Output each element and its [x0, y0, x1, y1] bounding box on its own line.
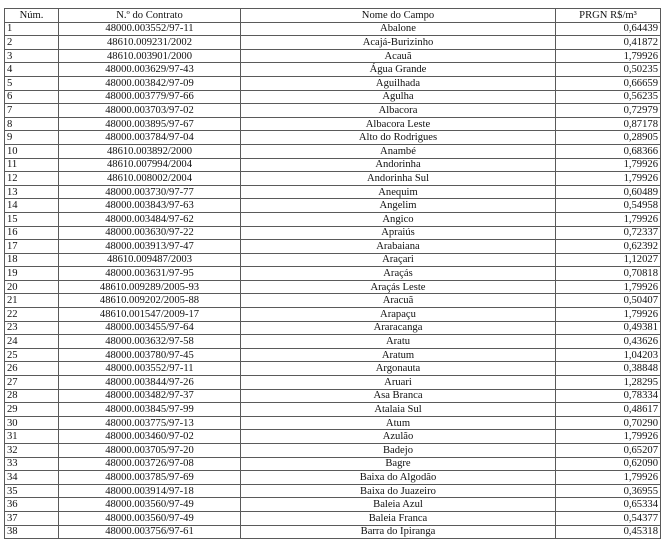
table-row: [5, 185, 661, 199]
cell-contrato: 48000.003785/97-69: [59, 471, 241, 485]
table-row: [5, 49, 661, 63]
cell-contrato: 48000.003843/97-63: [59, 199, 241, 213]
prgn-table: [4, 8, 661, 539]
cell-prgn: 0,28905: [556, 131, 661, 145]
cell-num: 32: [5, 444, 59, 458]
cell-num: 34: [5, 471, 59, 485]
cell-campo: Albacora: [241, 104, 556, 118]
cell-contrato: 48610.003892/2000: [59, 144, 241, 158]
cell-num: 31: [5, 430, 59, 444]
table-row: [5, 253, 661, 267]
cell-num: 4: [5, 63, 59, 77]
table-row: [5, 172, 661, 186]
table-body: [5, 22, 661, 539]
cell-prgn: 0,64439: [556, 22, 661, 36]
cell-campo: Arapaçu: [241, 308, 556, 322]
cell-num: 25: [5, 348, 59, 362]
cell-num: 35: [5, 484, 59, 498]
cell-contrato: 48000.003780/97-45: [59, 348, 241, 362]
cell-num: 14: [5, 199, 59, 213]
table-row: [5, 511, 661, 525]
cell-num: 19: [5, 267, 59, 281]
cell-prgn: 1,79926: [556, 49, 661, 63]
cell-campo: Badejo: [241, 444, 556, 458]
cell-campo: Araçás: [241, 267, 556, 281]
cell-campo: Anambé: [241, 144, 556, 158]
cell-prgn: 1,79926: [556, 158, 661, 172]
table-row: [5, 104, 661, 118]
cell-prgn: 0,54958: [556, 199, 661, 213]
table-row: [5, 280, 661, 294]
table-row: [5, 144, 661, 158]
table-row: [5, 321, 661, 335]
cell-campo: Água Grande: [241, 63, 556, 77]
cell-campo: Araracanga: [241, 321, 556, 335]
cell-prgn: 0,70290: [556, 416, 661, 430]
cell-contrato: 48000.003455/97-64: [59, 321, 241, 335]
header-contrato: N.º do Contrato: [59, 9, 241, 23]
cell-campo: Abalone: [241, 22, 556, 36]
cell-num: 12: [5, 172, 59, 186]
cell-contrato: 48000.003703/97-02: [59, 104, 241, 118]
cell-prgn: 1,28295: [556, 376, 661, 390]
cell-prgn: 1,12027: [556, 253, 661, 267]
cell-prgn: 1,79926: [556, 172, 661, 186]
cell-num: 5: [5, 76, 59, 90]
cell-campo: Anequim: [241, 185, 556, 199]
cell-num: 11: [5, 158, 59, 172]
header-campo: Nome do Campo: [241, 9, 556, 23]
cell-prgn: 0,54377: [556, 511, 661, 525]
cell-contrato: 48000.003482/97-37: [59, 389, 241, 403]
table-row: [5, 267, 661, 281]
cell-prgn: 0,50235: [556, 63, 661, 77]
table-row: [5, 36, 661, 50]
cell-num: 16: [5, 226, 59, 240]
cell-num: 27: [5, 376, 59, 390]
header-num: Núm.: [5, 9, 59, 23]
cell-contrato: 48610.003901/2000: [59, 49, 241, 63]
cell-prgn: 0,62090: [556, 457, 661, 471]
cell-campo: Asa Branca: [241, 389, 556, 403]
table-row: [5, 335, 661, 349]
cell-contrato: 48000.003552/97-11: [59, 22, 241, 36]
cell-num: 37: [5, 511, 59, 525]
header-prgn: PRGN R$/m³: [556, 9, 661, 23]
table-row: [5, 212, 661, 226]
cell-num: 13: [5, 185, 59, 199]
cell-campo: Andorinha: [241, 158, 556, 172]
cell-contrato: 48000.003560/97-49: [59, 498, 241, 512]
cell-campo: Atalaia Sul: [241, 403, 556, 417]
cell-contrato: 48000.003484/97-62: [59, 212, 241, 226]
cell-contrato: 48000.003726/97-08: [59, 457, 241, 471]
table-row: [5, 308, 661, 322]
table-row: [5, 525, 661, 539]
cell-prgn: 0,50407: [556, 294, 661, 308]
cell-contrato: 48000.003844/97-26: [59, 376, 241, 390]
cell-campo: Acauã: [241, 49, 556, 63]
cell-num: 38: [5, 525, 59, 539]
document-page: [4, 8, 660, 539]
table-row: [5, 457, 661, 471]
cell-contrato: 48610.001547/2009-17: [59, 308, 241, 322]
cell-contrato: 48000.003629/97-43: [59, 63, 241, 77]
cell-contrato: 48000.003460/97-02: [59, 430, 241, 444]
cell-prgn: 0,60489: [556, 185, 661, 199]
cell-campo: Angelim: [241, 199, 556, 213]
cell-campo: Alto do Rodrigues: [241, 131, 556, 145]
cell-campo: Agulha: [241, 90, 556, 104]
cell-contrato: 48610.009487/2003: [59, 253, 241, 267]
cell-prgn: 1,04203: [556, 348, 661, 362]
cell-campo: Baleia Franca: [241, 511, 556, 525]
cell-contrato: 48000.003845/97-99: [59, 403, 241, 417]
cell-num: 26: [5, 362, 59, 376]
cell-campo: Baleia Azul: [241, 498, 556, 512]
cell-contrato: 48000.003914/97-18: [59, 484, 241, 498]
table-row: [5, 376, 661, 390]
table-row: [5, 22, 661, 36]
cell-contrato: 48000.003895/97-67: [59, 117, 241, 131]
cell-campo: Aruari: [241, 376, 556, 390]
cell-contrato: 48000.003913/97-47: [59, 240, 241, 254]
cell-num: 33: [5, 457, 59, 471]
cell-prgn: 0,36955: [556, 484, 661, 498]
cell-campo: Albacora Leste: [241, 117, 556, 131]
cell-prgn: 0,68366: [556, 144, 661, 158]
table-header-row: [5, 9, 661, 23]
cell-contrato: 48000.003784/97-04: [59, 131, 241, 145]
cell-campo: Araçari: [241, 253, 556, 267]
cell-num: 1: [5, 22, 59, 36]
cell-contrato: 48000.003552/97-11: [59, 362, 241, 376]
cell-contrato: 48000.003632/97-58: [59, 335, 241, 349]
cell-prgn: 0,38848: [556, 362, 661, 376]
cell-campo: Aracuã: [241, 294, 556, 308]
table-row: [5, 498, 661, 512]
cell-num: 3: [5, 49, 59, 63]
cell-prgn: 1,79926: [556, 471, 661, 485]
cell-num: 10: [5, 144, 59, 158]
table-row: [5, 131, 661, 145]
cell-prgn: 0,49381: [556, 321, 661, 335]
cell-prgn: 1,79926: [556, 212, 661, 226]
cell-campo: Barra do Ipiranga: [241, 525, 556, 539]
cell-prgn: 0,45318: [556, 525, 661, 539]
cell-prgn: 0,43626: [556, 335, 661, 349]
cell-prgn: 1,79926: [556, 280, 661, 294]
cell-num: 36: [5, 498, 59, 512]
cell-campo: Araçás Leste: [241, 280, 556, 294]
cell-prgn: 0,65207: [556, 444, 661, 458]
table-row: [5, 90, 661, 104]
cell-num: 15: [5, 212, 59, 226]
table-row: [5, 416, 661, 430]
cell-contrato: 48000.003775/97-13: [59, 416, 241, 430]
cell-contrato: 48000.003630/97-22: [59, 226, 241, 240]
cell-num: 18: [5, 253, 59, 267]
table-row: [5, 403, 661, 417]
table-row: [5, 158, 661, 172]
cell-prgn: 0,65334: [556, 498, 661, 512]
table-row: [5, 76, 661, 90]
table-row: [5, 389, 661, 403]
cell-num: 28: [5, 389, 59, 403]
cell-contrato: 48000.003730/97-77: [59, 185, 241, 199]
cell-prgn: 1,79926: [556, 430, 661, 444]
table-row: [5, 294, 661, 308]
cell-contrato: 48610.007994/2004: [59, 158, 241, 172]
cell-num: 9: [5, 131, 59, 145]
table-row: [5, 63, 661, 77]
table-row: [5, 471, 661, 485]
cell-campo: Andorinha Sul: [241, 172, 556, 186]
cell-contrato: 48610.009202/2005-88: [59, 294, 241, 308]
cell-contrato: 48000.003631/97-95: [59, 267, 241, 281]
table-row: [5, 430, 661, 444]
cell-campo: Aguilhada: [241, 76, 556, 90]
cell-contrato: 48000.003779/97-66: [59, 90, 241, 104]
table-row: [5, 444, 661, 458]
cell-contrato: 48610.009231/2002: [59, 36, 241, 50]
table-row: [5, 362, 661, 376]
cell-campo: Baixa do Juazeiro: [241, 484, 556, 498]
cell-prgn: 0,72979: [556, 104, 661, 118]
cell-contrato: 48610.009289/2005-93: [59, 280, 241, 294]
cell-prgn: 0,62392: [556, 240, 661, 254]
cell-prgn: 0,87178: [556, 117, 661, 131]
cell-num: 22: [5, 308, 59, 322]
cell-campo: Angico: [241, 212, 556, 226]
cell-prgn: 0,72337: [556, 226, 661, 240]
cell-num: 24: [5, 335, 59, 349]
table-row: [5, 240, 661, 254]
cell-contrato: 48000.003842/97-09: [59, 76, 241, 90]
cell-num: 6: [5, 90, 59, 104]
cell-num: 20: [5, 280, 59, 294]
cell-campo: Apraiús: [241, 226, 556, 240]
cell-num: 21: [5, 294, 59, 308]
cell-prgn: 1,79926: [556, 308, 661, 322]
cell-prgn: 0,78334: [556, 389, 661, 403]
cell-campo: Argonauta: [241, 362, 556, 376]
table-row: [5, 199, 661, 213]
cell-num: 2: [5, 36, 59, 50]
cell-prgn: 0,66659: [556, 76, 661, 90]
cell-campo: Acajá-Burizinho: [241, 36, 556, 50]
cell-contrato: 48000.003756/97-61: [59, 525, 241, 539]
cell-campo: Bagre: [241, 457, 556, 471]
cell-prgn: 0,41872: [556, 36, 661, 50]
cell-num: 7: [5, 104, 59, 118]
cell-campo: Baixa do Algodão: [241, 471, 556, 485]
cell-campo: Azulão: [241, 430, 556, 444]
cell-contrato: 48610.008002/2004: [59, 172, 241, 186]
cell-campo: Aratum: [241, 348, 556, 362]
cell-prgn: 0,48617: [556, 403, 661, 417]
cell-campo: Aratu: [241, 335, 556, 349]
cell-num: 30: [5, 416, 59, 430]
table-row: [5, 484, 661, 498]
table-row: [5, 348, 661, 362]
table-row: [5, 117, 661, 131]
cell-num: 8: [5, 117, 59, 131]
cell-campo: Arabaiana: [241, 240, 556, 254]
cell-campo: Atum: [241, 416, 556, 430]
table-row: [5, 226, 661, 240]
cell-prgn: 0,56235: [556, 90, 661, 104]
cell-contrato: 48000.003705/97-20: [59, 444, 241, 458]
cell-prgn: 0,70818: [556, 267, 661, 281]
cell-num: 23: [5, 321, 59, 335]
cell-contrato: 48000.003560/97-49: [59, 511, 241, 525]
cell-num: 17: [5, 240, 59, 254]
cell-num: 29: [5, 403, 59, 417]
